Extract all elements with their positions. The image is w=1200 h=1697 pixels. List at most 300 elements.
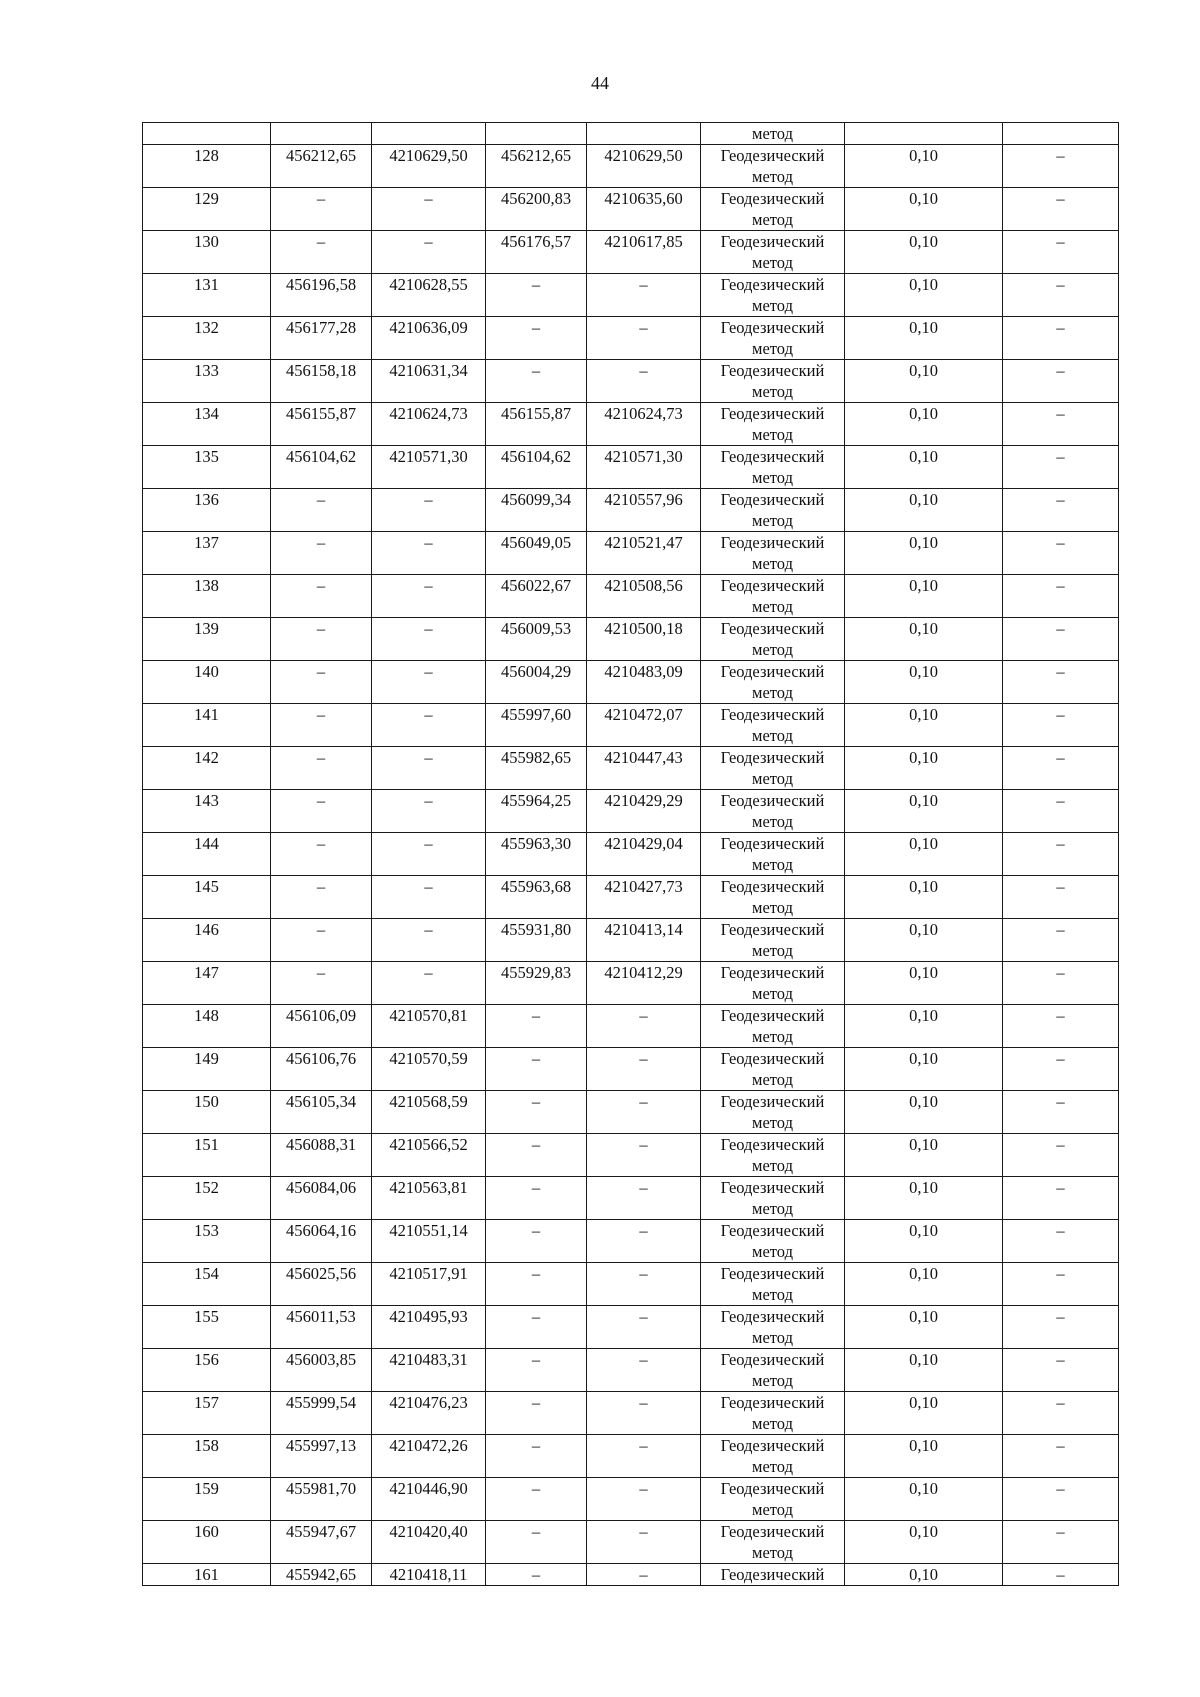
method-line: метод bbox=[752, 1543, 793, 1562]
x-old-cell: – bbox=[271, 790, 372, 833]
method-line: Геодезический bbox=[720, 146, 825, 165]
y-new-cell: – bbox=[587, 360, 701, 403]
table-row bbox=[143, 317, 1119, 360]
table-row bbox=[143, 274, 1119, 317]
table-cell bbox=[486, 123, 587, 145]
point-number-cell: 143 bbox=[143, 790, 271, 833]
method-line: метод bbox=[752, 382, 793, 401]
method-cell bbox=[701, 145, 845, 188]
x-new-cell: – bbox=[486, 274, 587, 317]
method-cell bbox=[701, 575, 845, 618]
x-new-cell: 456009,53 bbox=[486, 618, 587, 661]
method-line: метод bbox=[752, 1199, 793, 1218]
table-row bbox=[143, 1134, 1119, 1177]
method-line: Геодезический bbox=[720, 361, 825, 380]
table-cell bbox=[143, 123, 271, 145]
method-cell bbox=[701, 1263, 845, 1306]
table-row bbox=[143, 790, 1119, 833]
table-row bbox=[143, 1220, 1119, 1263]
point-number-cell: 137 bbox=[143, 532, 271, 575]
y-old-cell: – bbox=[372, 489, 486, 532]
y-new-cell: 4210447,43 bbox=[587, 747, 701, 790]
point-number-cell: 133 bbox=[143, 360, 271, 403]
y-new-cell: 4210429,29 bbox=[587, 790, 701, 833]
y-old-cell: 4210570,59 bbox=[372, 1048, 486, 1091]
method-line: метод bbox=[752, 425, 793, 444]
accuracy-cell: 0,10 bbox=[845, 1478, 1003, 1521]
x-old-cell: 456212,65 bbox=[271, 145, 372, 188]
x-old-cell: 456196,58 bbox=[271, 274, 372, 317]
x-new-cell: – bbox=[486, 1435, 587, 1478]
description-cell: – bbox=[1003, 188, 1119, 231]
x-old-cell: – bbox=[271, 747, 372, 790]
y-new-cell: 4210521,47 bbox=[587, 532, 701, 575]
method-line: Геодезический bbox=[720, 619, 825, 638]
method-line: Геодезический bbox=[720, 1522, 825, 1541]
accuracy-cell: 0,10 bbox=[845, 360, 1003, 403]
table-cell bbox=[845, 123, 1003, 145]
point-number-cell: 151 bbox=[143, 1134, 271, 1177]
method-line: Геодезический bbox=[720, 1436, 825, 1455]
x-old-cell: 456084,06 bbox=[271, 1177, 372, 1220]
point-number-cell: 130 bbox=[143, 231, 271, 274]
x-new-cell: – bbox=[486, 1048, 587, 1091]
accuracy-cell: 0,10 bbox=[845, 1220, 1003, 1263]
table-row bbox=[143, 833, 1119, 876]
x-new-cell: – bbox=[486, 1392, 587, 1435]
y-new-cell: – bbox=[587, 1177, 701, 1220]
description-cell: – bbox=[1003, 1306, 1119, 1349]
x-new-cell: – bbox=[486, 1478, 587, 1521]
x-old-cell: 455999,54 bbox=[271, 1392, 372, 1435]
x-old-cell: 456104,62 bbox=[271, 446, 372, 489]
description-cell: – bbox=[1003, 618, 1119, 661]
x-new-cell: 455997,60 bbox=[486, 704, 587, 747]
x-old-cell: 456158,18 bbox=[271, 360, 372, 403]
table-row bbox=[143, 489, 1119, 532]
method-cell bbox=[701, 876, 845, 919]
method-line: Геодезический bbox=[720, 1006, 825, 1025]
y-old-cell: – bbox=[372, 747, 486, 790]
method-line: метод bbox=[752, 1371, 793, 1390]
table-row bbox=[143, 188, 1119, 231]
x-old-cell: 456003,85 bbox=[271, 1349, 372, 1392]
method-line: метод bbox=[752, 683, 793, 702]
x-old-cell: 456106,76 bbox=[271, 1048, 372, 1091]
table-row bbox=[143, 532, 1119, 575]
method-line: Геодезический bbox=[720, 1221, 825, 1240]
description-cell: – bbox=[1003, 403, 1119, 446]
y-new-cell: 4210617,85 bbox=[587, 231, 701, 274]
method-line: метод bbox=[752, 167, 793, 186]
table-body bbox=[143, 123, 1119, 1586]
description-cell: – bbox=[1003, 661, 1119, 704]
description-cell: – bbox=[1003, 704, 1119, 747]
table-row bbox=[143, 876, 1119, 919]
method-cell bbox=[701, 919, 845, 962]
point-number-cell: 135 bbox=[143, 446, 271, 489]
x-old-cell: – bbox=[271, 532, 372, 575]
description-cell: – bbox=[1003, 919, 1119, 962]
point-number-cell: 145 bbox=[143, 876, 271, 919]
point-number-cell: 160 bbox=[143, 1521, 271, 1564]
description-cell: – bbox=[1003, 446, 1119, 489]
method-line: Геодезический bbox=[720, 404, 825, 423]
method-line: Геодезический bbox=[720, 1350, 825, 1369]
table-row bbox=[143, 1091, 1119, 1134]
x-old-cell: – bbox=[271, 489, 372, 532]
x-new-cell: 455963,68 bbox=[486, 876, 587, 919]
description-cell: – bbox=[1003, 747, 1119, 790]
point-number-cell: 139 bbox=[143, 618, 271, 661]
y-old-cell: 4210571,30 bbox=[372, 446, 486, 489]
x-old-cell: – bbox=[271, 876, 372, 919]
description-cell: – bbox=[1003, 1392, 1119, 1435]
y-old-cell: 4210563,81 bbox=[372, 1177, 486, 1220]
table-row bbox=[143, 446, 1119, 489]
x-new-cell: 456176,57 bbox=[486, 231, 587, 274]
method-line: метод bbox=[752, 941, 793, 960]
method-line: метод bbox=[752, 1285, 793, 1304]
description-cell: – bbox=[1003, 1048, 1119, 1091]
y-new-cell: – bbox=[587, 1306, 701, 1349]
x-new-cell: – bbox=[486, 1263, 587, 1306]
method-cell bbox=[701, 747, 845, 790]
x-new-cell: 456104,62 bbox=[486, 446, 587, 489]
x-new-cell: – bbox=[486, 1005, 587, 1048]
accuracy-cell: 0,10 bbox=[845, 575, 1003, 618]
x-old-cell: 455947,67 bbox=[271, 1521, 372, 1564]
y-old-cell: – bbox=[372, 790, 486, 833]
y-new-cell: 4210629,50 bbox=[587, 145, 701, 188]
y-old-cell: – bbox=[372, 532, 486, 575]
x-old-cell: – bbox=[271, 704, 372, 747]
y-old-cell: – bbox=[372, 833, 486, 876]
point-number-cell: 131 bbox=[143, 274, 271, 317]
accuracy-cell: 0,10 bbox=[845, 532, 1003, 575]
y-old-cell: 4210551,14 bbox=[372, 1220, 486, 1263]
accuracy-cell: 0,10 bbox=[845, 1005, 1003, 1048]
y-new-cell: 4210472,07 bbox=[587, 704, 701, 747]
y-old-cell: – bbox=[372, 231, 486, 274]
y-new-cell: 4210571,30 bbox=[587, 446, 701, 489]
accuracy-cell: 0,10 bbox=[845, 1048, 1003, 1091]
y-old-cell: – bbox=[372, 188, 486, 231]
x-old-cell: 456025,56 bbox=[271, 1263, 372, 1306]
x-new-cell: 456212,65 bbox=[486, 145, 587, 188]
table-row bbox=[143, 1392, 1119, 1435]
y-old-cell: 4210566,52 bbox=[372, 1134, 486, 1177]
table-row bbox=[143, 747, 1119, 790]
method-line: метод bbox=[752, 1500, 793, 1519]
method-line: метод bbox=[752, 1242, 793, 1261]
description-cell: – bbox=[1003, 1220, 1119, 1263]
x-new-cell: – bbox=[486, 317, 587, 360]
method-line: Геодезический bbox=[720, 533, 825, 552]
accuracy-cell: 0,10 bbox=[845, 1306, 1003, 1349]
y-new-cell: – bbox=[587, 1521, 701, 1564]
method-cell bbox=[701, 1349, 845, 1392]
y-new-cell: 4210500,18 bbox=[587, 618, 701, 661]
point-number-cell: 149 bbox=[143, 1048, 271, 1091]
method-line: метод bbox=[752, 812, 793, 831]
point-number-cell: 161 bbox=[143, 1564, 271, 1586]
accuracy-cell: 0,10 bbox=[845, 1349, 1003, 1392]
y-old-cell: 4210570,81 bbox=[372, 1005, 486, 1048]
method-cell bbox=[701, 403, 845, 446]
method-line: Геодезический bbox=[720, 1049, 825, 1068]
method-cell bbox=[701, 1048, 845, 1091]
method-line: метод bbox=[752, 1113, 793, 1132]
accuracy-cell: 0,10 bbox=[845, 1134, 1003, 1177]
table-row bbox=[143, 575, 1119, 618]
accuracy-cell: 0,10 bbox=[845, 188, 1003, 231]
method-cell bbox=[701, 446, 845, 489]
x-old-cell: – bbox=[271, 231, 372, 274]
point-number-cell: 157 bbox=[143, 1392, 271, 1435]
method-line: метод bbox=[752, 1156, 793, 1175]
description-cell: – bbox=[1003, 231, 1119, 274]
accuracy-cell: 0,10 bbox=[845, 1521, 1003, 1564]
y-new-cell: 4210412,29 bbox=[587, 962, 701, 1005]
method-cell bbox=[701, 360, 845, 403]
x-old-cell: 455942,65 bbox=[271, 1564, 372, 1586]
method-line: Геодезический bbox=[720, 1092, 825, 1111]
point-number-cell: 142 bbox=[143, 747, 271, 790]
y-old-cell: – bbox=[372, 618, 486, 661]
method-cell: метод bbox=[701, 123, 845, 145]
method-line: Геодезический bbox=[720, 705, 825, 724]
method-line: Геодезический bbox=[720, 232, 825, 251]
y-new-cell: – bbox=[587, 1435, 701, 1478]
point-number-cell: 150 bbox=[143, 1091, 271, 1134]
x-old-cell: – bbox=[271, 919, 372, 962]
x-old-cell: – bbox=[271, 618, 372, 661]
accuracy-cell: 0,10 bbox=[845, 1435, 1003, 1478]
method-cell bbox=[701, 1306, 845, 1349]
y-new-cell: – bbox=[587, 1349, 701, 1392]
x-new-cell: – bbox=[486, 1134, 587, 1177]
y-old-cell: 4210476,23 bbox=[372, 1392, 486, 1435]
method-line: Геодезический bbox=[720, 1479, 825, 1498]
method-cell bbox=[701, 532, 845, 575]
method-line: Геодезический bbox=[720, 1135, 825, 1154]
method-cell bbox=[701, 231, 845, 274]
point-number-cell: 156 bbox=[143, 1349, 271, 1392]
description-cell: – bbox=[1003, 575, 1119, 618]
x-new-cell: 456049,05 bbox=[486, 532, 587, 575]
method-line: Геодезический bbox=[720, 1565, 825, 1584]
point-number-cell: 146 bbox=[143, 919, 271, 962]
method-line: метод bbox=[752, 210, 793, 229]
method-line: метод bbox=[752, 296, 793, 315]
point-number-cell: 158 bbox=[143, 1435, 271, 1478]
method-line: Геодезический bbox=[720, 490, 825, 509]
method-cell bbox=[701, 188, 845, 231]
method-line: метод bbox=[752, 1027, 793, 1046]
method-cell bbox=[701, 704, 845, 747]
accuracy-cell: 0,10 bbox=[845, 790, 1003, 833]
description-cell: – bbox=[1003, 833, 1119, 876]
description-cell: – bbox=[1003, 1435, 1119, 1478]
description-cell: – bbox=[1003, 1177, 1119, 1220]
x-new-cell: 455929,83 bbox=[486, 962, 587, 1005]
method-cell bbox=[701, 790, 845, 833]
method-cell bbox=[701, 317, 845, 360]
point-number-cell: 136 bbox=[143, 489, 271, 532]
accuracy-cell: 0,10 bbox=[845, 876, 1003, 919]
method-cell bbox=[701, 1091, 845, 1134]
method-line: Геодезический bbox=[720, 318, 825, 337]
method-line: метод bbox=[752, 984, 793, 1003]
x-new-cell: – bbox=[486, 1521, 587, 1564]
y-old-cell: – bbox=[372, 962, 486, 1005]
x-old-cell: 455981,70 bbox=[271, 1478, 372, 1521]
accuracy-cell: 0,10 bbox=[845, 145, 1003, 188]
table-row bbox=[143, 1048, 1119, 1091]
y-old-cell: 4210495,93 bbox=[372, 1306, 486, 1349]
point-number-cell: 144 bbox=[143, 833, 271, 876]
y-new-cell: – bbox=[587, 1134, 701, 1177]
page-number: 44 bbox=[591, 73, 609, 93]
method-cell bbox=[701, 1435, 845, 1478]
description-cell: – bbox=[1003, 274, 1119, 317]
method-line: метод bbox=[752, 1070, 793, 1089]
accuracy-cell: 0,10 bbox=[845, 1392, 1003, 1435]
method-line: Геодезический bbox=[720, 1178, 825, 1197]
accuracy-cell: 0,10 bbox=[845, 618, 1003, 661]
y-old-cell: – bbox=[372, 919, 486, 962]
table-cell bbox=[372, 123, 486, 145]
y-new-cell: – bbox=[587, 1478, 701, 1521]
method-cell bbox=[701, 618, 845, 661]
description-cell: – bbox=[1003, 1134, 1119, 1177]
table-cell bbox=[587, 123, 701, 145]
x-old-cell: – bbox=[271, 575, 372, 618]
description-cell: – bbox=[1003, 876, 1119, 919]
point-number-cell: 155 bbox=[143, 1306, 271, 1349]
accuracy-cell: 0,10 bbox=[845, 1564, 1003, 1586]
continuation-row bbox=[143, 123, 1119, 145]
method-line: метод bbox=[752, 1414, 793, 1433]
description-cell: – bbox=[1003, 1349, 1119, 1392]
accuracy-cell: 0,10 bbox=[845, 1263, 1003, 1306]
method-line: Геодезический bbox=[720, 748, 825, 767]
accuracy-cell: 0,10 bbox=[845, 661, 1003, 704]
method-line: Геодезический bbox=[720, 447, 825, 466]
method-line: Геодезический bbox=[720, 662, 825, 681]
y-old-cell: 4210418,11 bbox=[372, 1564, 486, 1586]
x-new-cell: – bbox=[486, 1091, 587, 1134]
y-old-cell: 4210628,55 bbox=[372, 274, 486, 317]
method-line: Геодезический bbox=[720, 189, 825, 208]
y-new-cell: 4210635,60 bbox=[587, 188, 701, 231]
y-new-cell: – bbox=[587, 1005, 701, 1048]
x-old-cell: 456106,09 bbox=[271, 1005, 372, 1048]
y-old-cell: 4210472,26 bbox=[372, 1435, 486, 1478]
accuracy-cell: 0,10 bbox=[845, 1091, 1003, 1134]
method-cell bbox=[701, 1392, 845, 1435]
method-line: метод bbox=[752, 253, 793, 272]
x-old-cell: 456105,34 bbox=[271, 1091, 372, 1134]
method-line: Геодезический bbox=[720, 1393, 825, 1412]
description-cell: – bbox=[1003, 1091, 1119, 1134]
description-cell: – bbox=[1003, 532, 1119, 575]
x-old-cell: – bbox=[271, 962, 372, 1005]
accuracy-cell: 0,10 bbox=[845, 403, 1003, 446]
x-old-cell: – bbox=[271, 833, 372, 876]
method-cell bbox=[701, 1478, 845, 1521]
x-new-cell: – bbox=[486, 1177, 587, 1220]
x-new-cell: 456004,29 bbox=[486, 661, 587, 704]
method-line: метод bbox=[752, 597, 793, 616]
point-number-cell: 148 bbox=[143, 1005, 271, 1048]
point-number-cell: 134 bbox=[143, 403, 271, 446]
method-cell bbox=[701, 1564, 845, 1586]
method-line: метод bbox=[752, 769, 793, 788]
description-cell: – bbox=[1003, 489, 1119, 532]
table-cell bbox=[271, 123, 372, 145]
method-line: метод bbox=[752, 468, 793, 487]
y-old-cell: 4210629,50 bbox=[372, 145, 486, 188]
accuracy-cell: 0,10 bbox=[845, 962, 1003, 1005]
method-line: Геодезический bbox=[720, 1264, 825, 1283]
y-new-cell: – bbox=[587, 1564, 701, 1586]
x-new-cell: 455931,80 bbox=[486, 919, 587, 962]
accuracy-cell: 0,10 bbox=[845, 489, 1003, 532]
method-cell bbox=[701, 489, 845, 532]
table-row bbox=[143, 1521, 1119, 1564]
method-cell bbox=[701, 1134, 845, 1177]
x-new-cell: – bbox=[486, 1349, 587, 1392]
y-new-cell: 4210557,96 bbox=[587, 489, 701, 532]
point-number-cell: 129 bbox=[143, 188, 271, 231]
table-cell bbox=[1003, 123, 1119, 145]
y-old-cell: – bbox=[372, 661, 486, 704]
x-old-cell: 456064,16 bbox=[271, 1220, 372, 1263]
method-cell bbox=[701, 1521, 845, 1564]
description-cell: – bbox=[1003, 145, 1119, 188]
method-line: Геодезический bbox=[720, 791, 825, 810]
y-new-cell: 4210429,04 bbox=[587, 833, 701, 876]
method-line: метод bbox=[752, 511, 793, 530]
accuracy-cell: 0,10 bbox=[845, 704, 1003, 747]
x-old-cell: – bbox=[271, 661, 372, 704]
accuracy-cell: 0,10 bbox=[845, 446, 1003, 489]
method-line: Геодезический bbox=[720, 920, 825, 939]
y-old-cell: 4210483,31 bbox=[372, 1349, 486, 1392]
y-new-cell: 4210427,73 bbox=[587, 876, 701, 919]
x-old-cell: 456088,31 bbox=[271, 1134, 372, 1177]
point-number-cell: 128 bbox=[143, 145, 271, 188]
method-line: метод bbox=[752, 554, 793, 573]
table-row bbox=[143, 1564, 1119, 1586]
description-cell: – bbox=[1003, 1005, 1119, 1048]
accuracy-cell: 0,10 bbox=[845, 833, 1003, 876]
table-row bbox=[143, 661, 1119, 704]
description-cell: – bbox=[1003, 317, 1119, 360]
description-cell: – bbox=[1003, 360, 1119, 403]
table-row bbox=[143, 1478, 1119, 1521]
point-number-cell: 138 bbox=[143, 575, 271, 618]
table-row bbox=[143, 1005, 1119, 1048]
y-new-cell: – bbox=[587, 317, 701, 360]
x-new-cell: 456022,67 bbox=[486, 575, 587, 618]
method-line: Геодезический bbox=[720, 834, 825, 853]
y-new-cell: 4210413,14 bbox=[587, 919, 701, 962]
y-new-cell: – bbox=[587, 1263, 701, 1306]
table-row bbox=[143, 145, 1119, 188]
